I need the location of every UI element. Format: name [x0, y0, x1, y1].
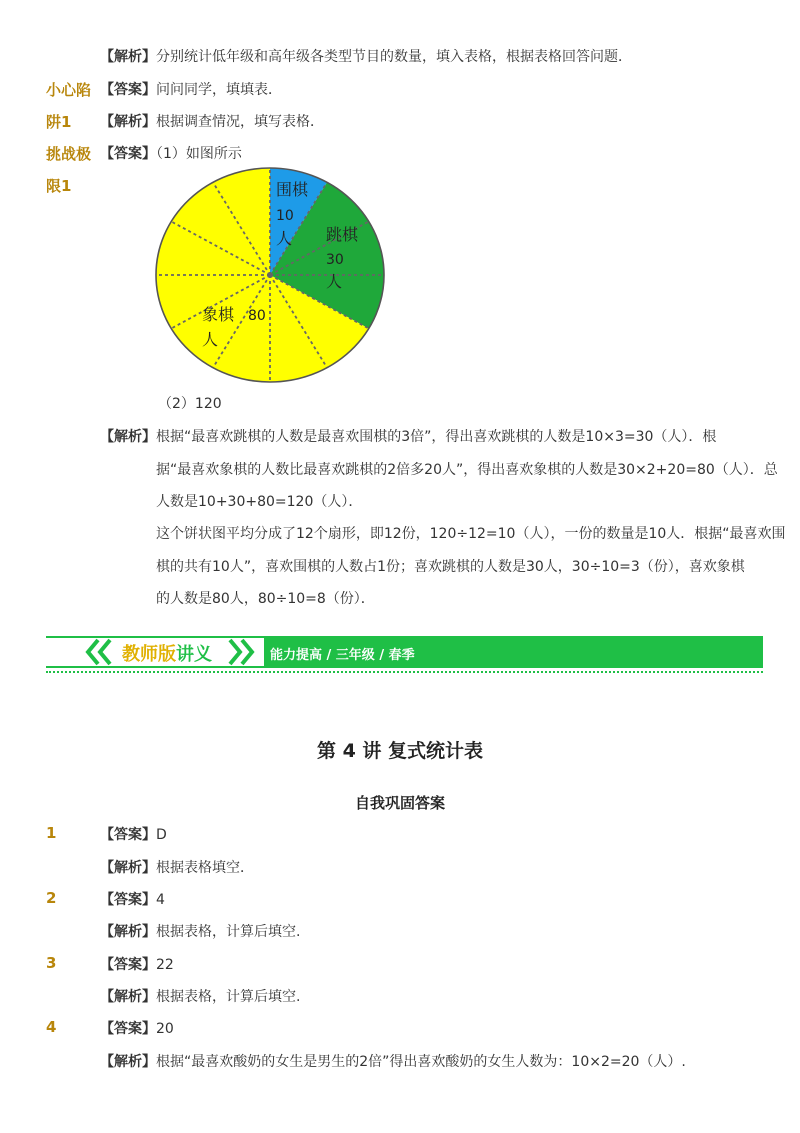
pie-label-0-0: 围棋: [276, 180, 309, 199]
answer-text-1: （1）如图所示: [156, 146, 242, 162]
answer-block-xiaoxinxian: [100, 79, 282, 99]
item-answer-1: 【答案】D: [100, 827, 167, 843]
pie-label-2-2: 人: [202, 330, 219, 349]
jiexi-block-top: [100, 46, 632, 66]
item-answer-4: 【答案】20: [100, 1021, 174, 1037]
jiexi-block-tiaozhan: [100, 426, 716, 446]
item-jiexi-3: 【解析】根据表格，计算后填空.: [100, 989, 301, 1005]
jiexi-tag: 【解析】: [100, 114, 156, 130]
item-answer-3: 【答案】22: [100, 957, 174, 973]
jiexi-line-4: 棋的共有10人”，喜欢围棋的人数占1份；喜欢跳棋的人数是30人，30÷10=3（份），喜欢象棋: [156, 559, 745, 575]
pie-label-1-2: 人: [326, 272, 343, 291]
item-number-3: 3: [46, 954, 57, 972]
answer-tag: 【答案】: [100, 82, 156, 98]
banner-subtitle: 能力提高 / 三年级 / 春季: [270, 648, 415, 663]
jiexi-text: 分别统计低年级和高年级各类型节目的数量，填入表格，根据表格回答问题．: [156, 49, 632, 65]
jiexi-tag: 【解析】: [100, 429, 156, 445]
item-jiexi-4: 【解析】根据“最喜欢酸奶的女生是男生的2倍”得出喜欢酸奶的女生人数为：10×2=20（人）.: [100, 1054, 686, 1070]
section-title: 自我巩固答案: [354, 794, 445, 812]
item-number-4: 4: [46, 1018, 57, 1036]
teacher-banner: [46, 636, 763, 668]
item-number-1: 1: [46, 824, 57, 842]
banner-title: 教师版讲义: [122, 644, 212, 665]
item-answer-2: 【答案】4: [100, 892, 165, 908]
side-label-tiaozhan-1: 挑战极: [46, 145, 92, 163]
pie-label-0-1: 10: [276, 208, 294, 224]
page-title: 第 4 讲 复式统计表: [316, 740, 484, 762]
jiexi-tag: 【解析】: [100, 49, 156, 65]
pie-label-1-1: 30: [326, 252, 344, 268]
answer-text-2: （2）120: [158, 396, 222, 412]
jiexi-line-3: 这个饼状图平均分成了12个扇形，即12份，120÷12=10（人），一份的数量是10人．根据“最喜欢围: [156, 526, 786, 542]
pie-label-1-0: 跳棋: [326, 225, 359, 244]
side-label-xiaoxinxian-2: 阱1: [46, 113, 72, 131]
jiexi-text: 根据调查情况，填写表格．: [156, 114, 324, 130]
item-jiexi-1: 【解析】根据表格填空．: [100, 860, 254, 876]
side-label-tiaozhan-2: 限1: [46, 177, 72, 195]
jiexi-line-2: 人数是10+30+80=120（人）．: [156, 494, 363, 510]
pie-label-0-2: 人: [276, 229, 293, 248]
jiexi-line-1: 据“最喜欢象棋的人数比最喜欢跳棋的2倍多20人”，得出喜欢象棋的人数是30×2+20=80（人）．总: [156, 462, 778, 478]
chevron-left-icon: [84, 638, 114, 666]
jiexi-line-0: 根据“最喜欢跳棋的人数是最喜欢围棋的3倍”，得出喜欢跳棋的人数是10×3=30（人）．根: [156, 429, 717, 445]
answer-block-tiaozhan: [100, 143, 242, 163]
pie-chart: [150, 163, 390, 389]
jiexi-block-xiaoxinxian: [100, 111, 324, 131]
answer-tag: 【答案】: [100, 146, 156, 162]
pie-label-2-1: 80: [248, 308, 266, 324]
item-jiexi-2: 【解析】根据表格，计算后填空.: [100, 924, 301, 940]
chevron-right-icon: [226, 638, 256, 666]
answer-text: 问问同学，填填表．: [156, 82, 282, 98]
side-label-xiaoxinxian-1: 小心陷: [46, 81, 92, 99]
pie-label-2-0: 象棋: [202, 305, 235, 324]
item-number-2: 2: [46, 889, 57, 907]
divider: [46, 671, 763, 673]
jiexi-line-5: 的人数是80人，80÷10=8（份）．: [156, 591, 375, 607]
